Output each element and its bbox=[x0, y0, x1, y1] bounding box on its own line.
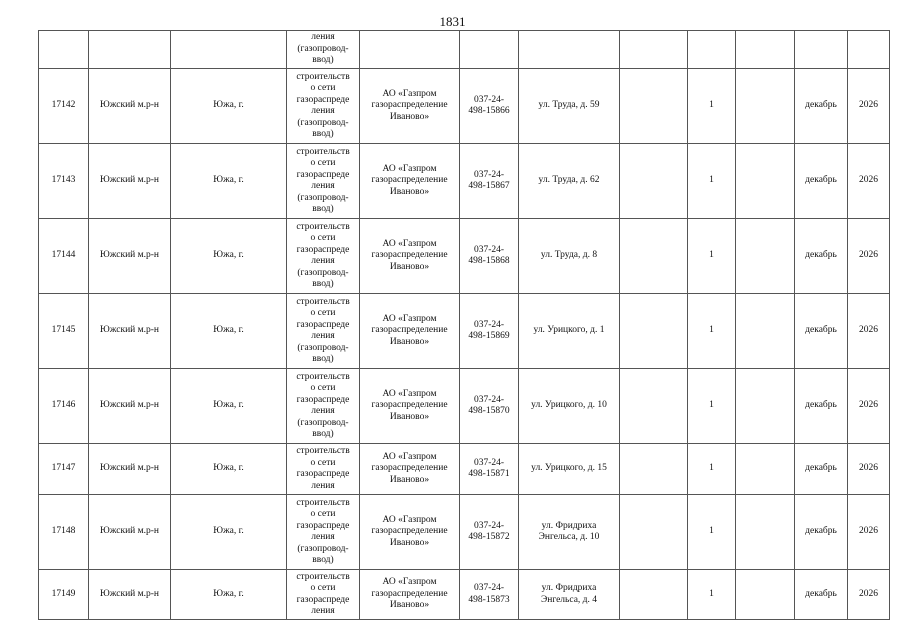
cell-district: Южский м.р-н bbox=[89, 570, 171, 620]
cell-empty bbox=[89, 31, 171, 69]
cell-empty bbox=[848, 31, 890, 69]
cell-code: 037-24- 498-15871 bbox=[460, 444, 519, 495]
cell-empty bbox=[736, 444, 795, 495]
cell-empty bbox=[620, 369, 688, 444]
cell-address: ул. Фридриха Энгельса, д. 10 bbox=[519, 495, 620, 570]
cell-code: 037-24- 498-15872 bbox=[460, 495, 519, 570]
cell-year: 2026 bbox=[848, 294, 890, 369]
cell-work-type: строительств о сети газораспреде ления bbox=[287, 444, 360, 495]
cell-work-type: ления (газопровод- ввод) bbox=[287, 31, 360, 69]
cell-quantity: 1 bbox=[688, 570, 736, 620]
cell-id: 17149 bbox=[39, 570, 89, 620]
cell-year: 2026 bbox=[848, 219, 890, 294]
cell-id: 17146 bbox=[39, 369, 89, 444]
cell-organization: АО «Газпром газораспределение Иваново» bbox=[360, 444, 460, 495]
cell-organization: АО «Газпром газораспределение Иваново» bbox=[360, 495, 460, 570]
table-body bbox=[39, 31, 890, 620]
cell-address: ул. Урицкого, д. 10 bbox=[519, 369, 620, 444]
cell-city: Южа, г. bbox=[171, 495, 287, 570]
cell-city: Южа, г. bbox=[171, 294, 287, 369]
table-row bbox=[39, 69, 890, 144]
cell-organization: АО «Газпром газораспределение Иваново» bbox=[360, 369, 460, 444]
cell-empty bbox=[736, 144, 795, 219]
cell-work-type: строительств о сети газораспреде ления (газопровод- ввод) bbox=[287, 495, 360, 570]
cell-organization: АО «Газпром газораспределение Иваново» bbox=[360, 570, 460, 620]
cell-month: декабрь bbox=[795, 219, 848, 294]
cell-empty bbox=[620, 219, 688, 294]
cell-address: ул. Фридриха Энгельса, д. 4 bbox=[519, 570, 620, 620]
cell-empty bbox=[620, 294, 688, 369]
cell-quantity: 1 bbox=[688, 294, 736, 369]
table-row bbox=[39, 444, 890, 495]
cell-quantity: 1 bbox=[688, 219, 736, 294]
cell-id: 17144 bbox=[39, 219, 89, 294]
table-row bbox=[39, 495, 890, 570]
cell-code: 037-24- 498-15866 bbox=[460, 69, 519, 144]
cell-empty bbox=[620, 31, 688, 69]
cell-city: Южа, г. bbox=[171, 69, 287, 144]
cell-empty bbox=[620, 570, 688, 620]
cell-empty bbox=[736, 570, 795, 620]
cell-month: декабрь bbox=[795, 570, 848, 620]
cell-city: Южа, г. bbox=[171, 369, 287, 444]
cell-address: ул. Урицкого, д. 15 bbox=[519, 444, 620, 495]
cell-empty bbox=[736, 219, 795, 294]
cell-district: Южский м.р-н bbox=[89, 219, 171, 294]
cell-empty bbox=[39, 31, 89, 69]
cell-district: Южский м.р-н bbox=[89, 144, 171, 219]
cell-empty bbox=[795, 31, 848, 69]
cell-address: ул. Труда, д. 8 bbox=[519, 219, 620, 294]
cell-city: Южа, г. bbox=[171, 144, 287, 219]
cell-month: декабрь bbox=[795, 495, 848, 570]
cell-quantity: 1 bbox=[688, 144, 736, 219]
table-row bbox=[39, 219, 890, 294]
cell-empty bbox=[688, 31, 736, 69]
cell-quantity: 1 bbox=[688, 444, 736, 495]
cell-empty bbox=[171, 31, 287, 69]
cell-year: 2026 bbox=[848, 570, 890, 620]
cell-year: 2026 bbox=[848, 495, 890, 570]
cell-organization: АО «Газпром газораспределение Иваново» bbox=[360, 69, 460, 144]
table-row-continuation bbox=[39, 31, 890, 69]
cell-empty bbox=[620, 144, 688, 219]
cell-quantity: 1 bbox=[688, 69, 736, 144]
page-number: 1831 bbox=[439, 14, 466, 29]
cell-id: 17147 bbox=[39, 444, 89, 495]
cell-empty bbox=[620, 495, 688, 570]
cell-year: 2026 bbox=[848, 144, 890, 219]
cell-address: ул. Труда, д. 62 bbox=[519, 144, 620, 219]
table-row bbox=[39, 144, 890, 219]
cell-district: Южский м.р-н bbox=[89, 369, 171, 444]
cell-district: Южский м.р-н bbox=[89, 444, 171, 495]
cell-organization: АО «Газпром газораспределение Иваново» bbox=[360, 294, 460, 369]
table-row bbox=[39, 369, 890, 444]
cell-year: 2026 bbox=[848, 369, 890, 444]
cell-address: ул. Урицкого, д. 1 bbox=[519, 294, 620, 369]
cell-year: 2026 bbox=[848, 69, 890, 144]
cell-empty bbox=[736, 294, 795, 369]
cell-id: 17142 bbox=[39, 69, 89, 144]
cell-city: Южа, г. bbox=[171, 219, 287, 294]
cell-empty bbox=[620, 444, 688, 495]
cell-city: Южа, г. bbox=[171, 570, 287, 620]
cell-empty bbox=[736, 495, 795, 570]
cell-code: 037-24- 498-15870 bbox=[460, 369, 519, 444]
cell-code: 037-24- 498-15867 bbox=[460, 144, 519, 219]
cell-month: декабрь bbox=[795, 144, 848, 219]
cell-month: декабрь bbox=[795, 369, 848, 444]
cell-city: Южа, г. bbox=[171, 444, 287, 495]
cell-empty bbox=[736, 69, 795, 144]
cell-address: ул. Труда, д. 59 bbox=[519, 69, 620, 144]
cell-quantity: 1 bbox=[688, 369, 736, 444]
cell-empty bbox=[360, 31, 460, 69]
cell-work-type: строительств о сети газораспреде ления (газопровод- ввод) bbox=[287, 369, 360, 444]
object-table bbox=[38, 30, 890, 620]
table-row bbox=[39, 294, 890, 369]
cell-district: Южский м.р-н bbox=[89, 69, 171, 144]
cell-month: декабрь bbox=[795, 294, 848, 369]
cell-code: 037-24- 498-15869 bbox=[460, 294, 519, 369]
cell-organization: АО «Газпром газораспределение Иваново» bbox=[360, 144, 460, 219]
cell-year: 2026 bbox=[848, 444, 890, 495]
cell-organization: АО «Газпром газораспределение Иваново» bbox=[360, 219, 460, 294]
cell-empty bbox=[460, 31, 519, 69]
cell-work-type: строительств о сети газораспреде ления (газопровод- ввод) bbox=[287, 144, 360, 219]
table-row bbox=[39, 570, 890, 620]
cell-district: Южский м.р-н bbox=[89, 495, 171, 570]
cell-month: декабрь bbox=[795, 69, 848, 144]
cell-work-type: строительств о сети газораспреде ления bbox=[287, 570, 360, 620]
cell-id: 17148 bbox=[39, 495, 89, 570]
cell-work-type: строительств о сети газораспреде ления (газопровод- ввод) bbox=[287, 219, 360, 294]
cell-code: 037-24- 498-15868 bbox=[460, 219, 519, 294]
cell-id: 17143 bbox=[39, 144, 89, 219]
cell-empty bbox=[736, 369, 795, 444]
cell-code: 037-24- 498-15873 bbox=[460, 570, 519, 620]
cell-empty bbox=[620, 69, 688, 144]
cell-id: 17145 bbox=[39, 294, 89, 369]
cell-empty bbox=[736, 31, 795, 69]
cell-work-type: строительств о сети газораспреде ления (газопровод- ввод) bbox=[287, 294, 360, 369]
cell-empty bbox=[519, 31, 620, 69]
cell-work-type: строительств о сети газораспреде ления (газопровод- ввод) bbox=[287, 69, 360, 144]
cell-district: Южский м.р-н bbox=[89, 294, 171, 369]
cell-month: декабрь bbox=[795, 444, 848, 495]
cell-quantity: 1 bbox=[688, 495, 736, 570]
